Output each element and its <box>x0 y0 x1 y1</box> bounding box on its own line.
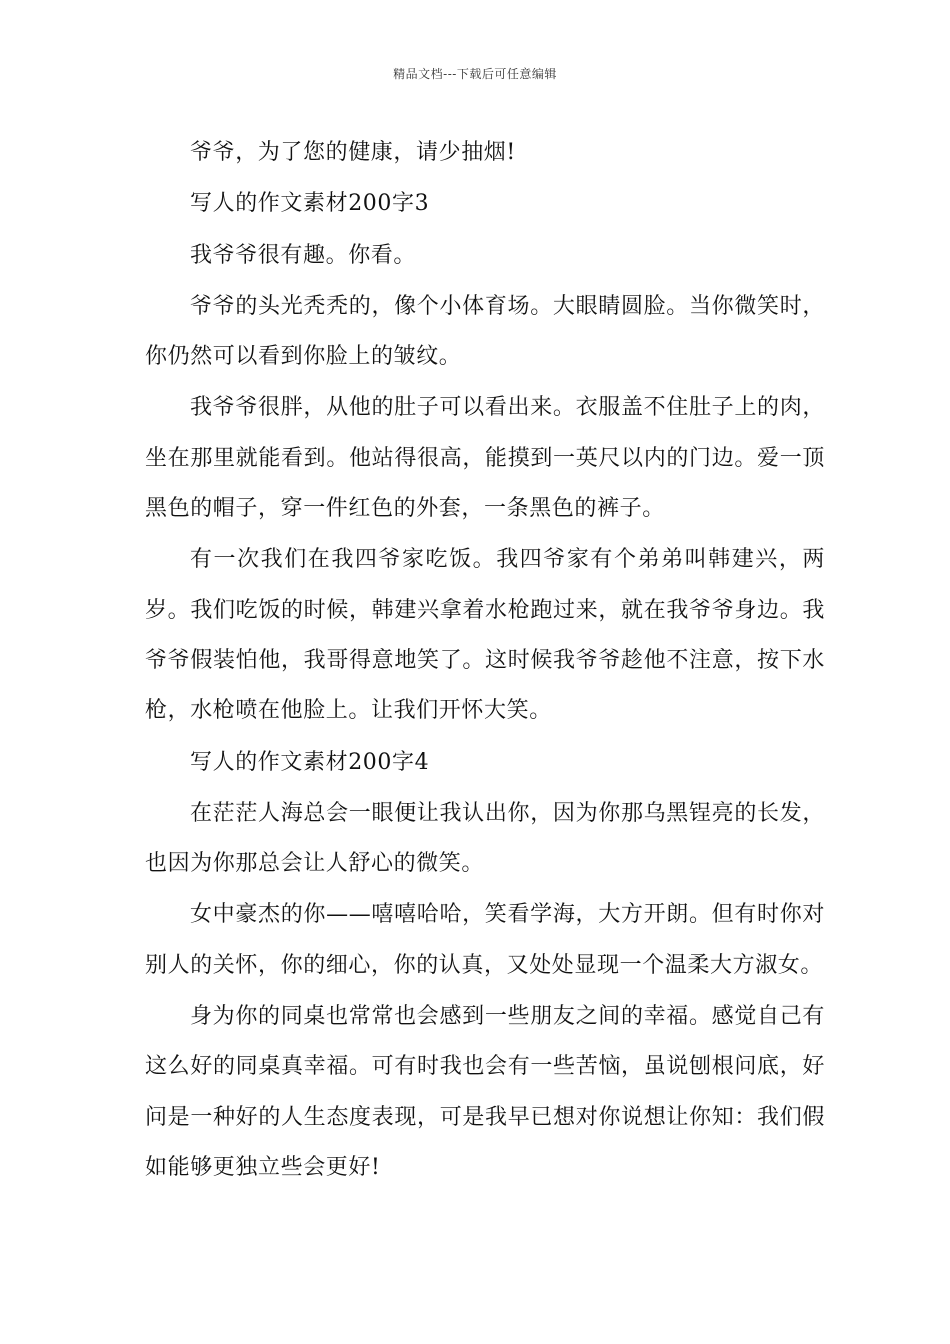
section-heading: 写人的作文素材200字3 <box>190 191 430 217</box>
paragraph: 在茫茫人海总会一眼便让我认出你，因为你那乌黑锃亮的长发，也因为你那总会让人舒心的微笑。 <box>145 800 825 877</box>
paragraph: 身为你的同桌也常常也会感到一些朋友之间的幸福。感觉自己有这么好的同桌真幸福。可有时我也会有一些苦恼，虽说刨根问底，好问是一种好的人生态度表现，可是我早已想对你说想让你知：我们假如能够更独立些会更好! <box>145 1004 825 1180</box>
section-heading: 写人的作文素材200字4 <box>190 749 430 775</box>
page-header: 精品文档---下载后可任意编辑 <box>393 67 557 81</box>
paragraph: 爷爷，为了您的健康，请少抽烟! <box>190 140 516 165</box>
paragraph: 爷爷的头光秃秃的，像个小体育场。大眼睛圆脸。当你微笑时，你仍然可以看到你脸上的皱纹。 <box>145 293 825 370</box>
paragraph: 有一次我们在我四爷家吃饭。我四爷家有个弟弟叫韩建兴，两岁。我们吃饭的时候，韩建兴拿着水枪跑过来，就在我爷爷身边。我爷爷假装怕他，我哥得意地笑了。这时候我爷爷趁他不注意，按下水枪，水枪喷在他脸上。让我们开怀大笑。 <box>145 547 825 724</box>
paragraph: 我爷爷很有趣。你看。 <box>190 242 417 268</box>
paragraph: 女中豪杰的你——嘻嘻哈哈，笑看学海，大方开朗。但有时你对别人的关怀，你的细心，你的认真，又处处显现一个温柔大方淑女。 <box>145 902 825 978</box>
paragraph: 我爷爷很胖，从他的肚子可以看出来。衣服盖不住肚子上的肉，坐在那里就能看到。他站得很高，能摸到一英尺以内的门边。爱一顶黑色的帽子，穿一件红色的外套，一条黑色的裤子。 <box>145 395 825 522</box>
document-body <box>145 128 825 1194</box>
